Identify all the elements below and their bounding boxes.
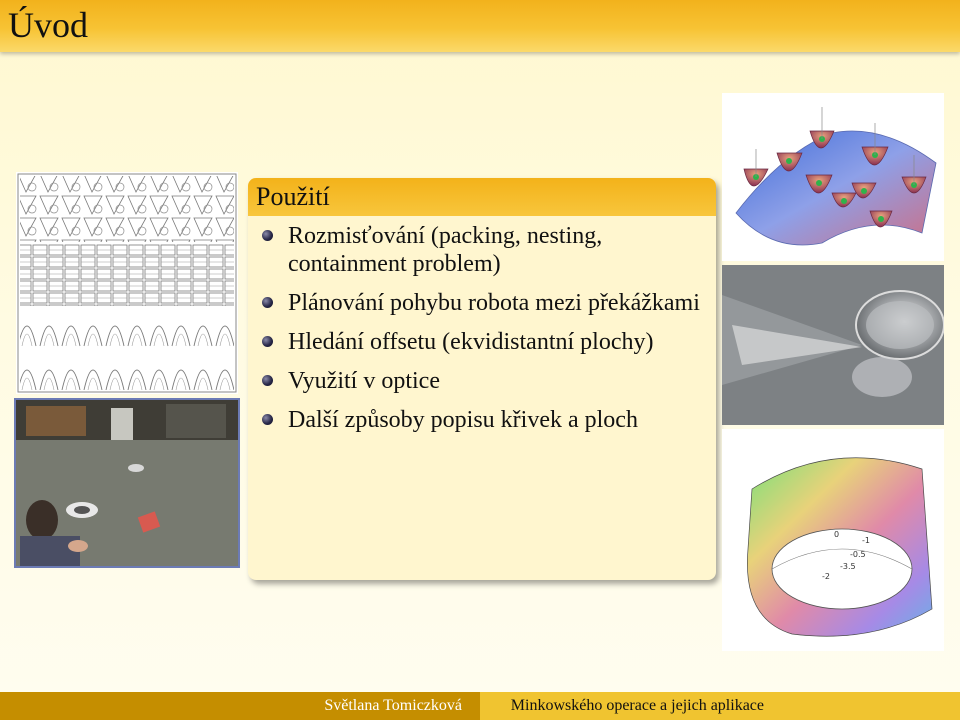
list-item-text: Hledání offsetu (ekvidistantní plochy) xyxy=(288,329,654,355)
list-item xyxy=(288,289,706,317)
footer xyxy=(0,692,960,720)
optics-image xyxy=(722,265,944,425)
optics-drawing xyxy=(722,265,944,425)
frame-title: Úvod xyxy=(8,5,88,45)
list-item-text: Plánování pohybu robota mezi překážkami xyxy=(288,290,700,316)
ring-tick-label: 0 xyxy=(834,530,840,539)
bullet-icon xyxy=(262,230,273,241)
surface-image xyxy=(722,93,944,261)
bullet-icon xyxy=(262,375,273,386)
bullet-icon xyxy=(262,414,273,425)
ring-tick-label: -3.5 xyxy=(840,562,856,571)
nesting-drawing xyxy=(16,172,238,394)
surface-drawing xyxy=(722,93,944,261)
ring-surface-image xyxy=(722,429,944,651)
block-title: Použití xyxy=(248,178,716,216)
nesting-image xyxy=(16,172,238,394)
bullet-icon xyxy=(262,297,273,308)
list-item xyxy=(288,367,706,395)
list-item xyxy=(288,222,706,278)
ring-tick-label: -2 xyxy=(822,572,830,581)
block-body xyxy=(248,216,716,434)
ring-surface-drawing xyxy=(722,429,944,651)
list-item-text: Další způsoby popisu křivek a ploch xyxy=(288,407,638,433)
ring-tick-label: -0.5 xyxy=(850,550,866,559)
content-block xyxy=(248,178,716,580)
list-item xyxy=(288,328,706,356)
list-item-text: Využití v optice xyxy=(288,368,440,394)
list-item-text: Rozmisťování (packing, nesting, containment problem) xyxy=(288,223,603,277)
robot-photo xyxy=(14,398,240,568)
ring-tick-label: -1 xyxy=(862,536,870,545)
robot-photo-drawing xyxy=(16,400,238,566)
bullet-icon xyxy=(262,336,273,347)
footer-author: Světlana Tomiczková xyxy=(0,692,480,720)
footer-talk-title: Minkowského operace a jejich aplikace xyxy=(480,692,960,720)
bullet-list xyxy=(288,222,706,434)
list-item xyxy=(288,406,706,434)
title-bar xyxy=(0,0,960,52)
